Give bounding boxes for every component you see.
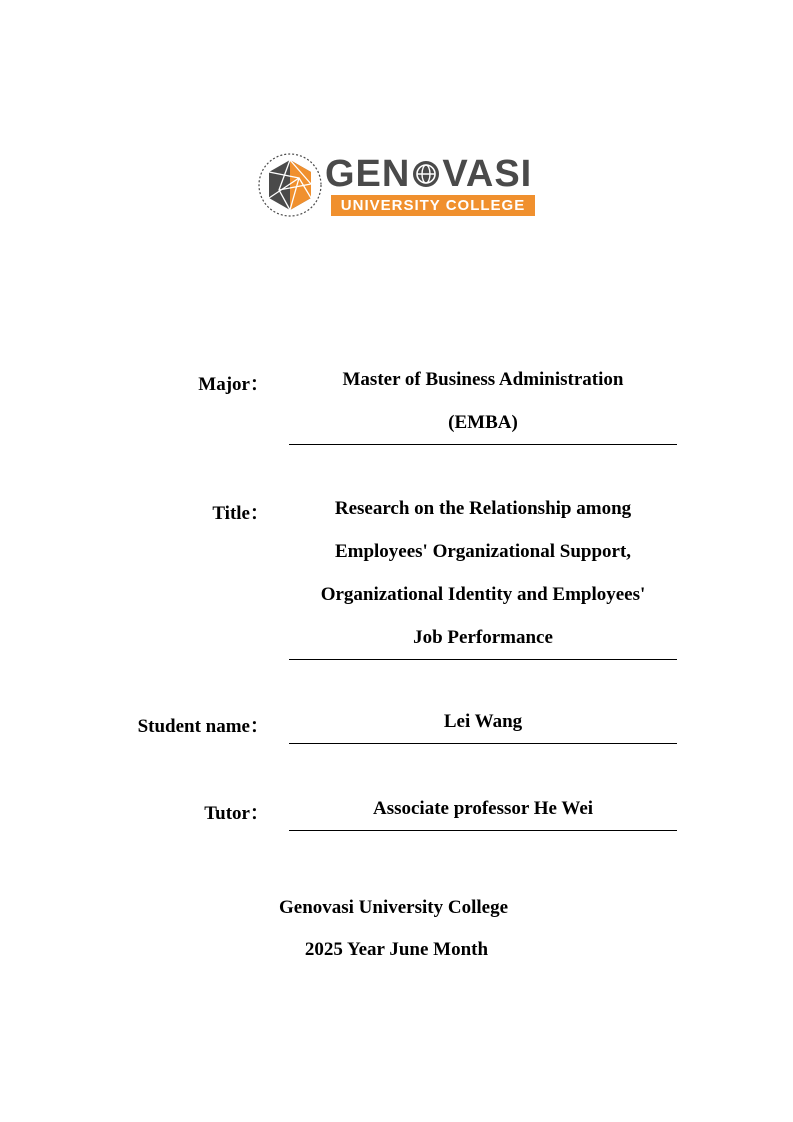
major-line: (EMBA) xyxy=(448,412,518,433)
student-name-label: Student name： xyxy=(137,716,269,737)
student-name-value xyxy=(289,700,677,744)
logo-subtitle: UNIVERSITY COLLEGE xyxy=(331,195,535,216)
tutor-text: Associate professor He Wei xyxy=(372,798,594,819)
university-logo xyxy=(255,150,540,230)
major-line: Master of Business Administration xyxy=(342,369,624,390)
title-line: Job Performance xyxy=(413,627,553,648)
major-label: Major： xyxy=(198,374,269,395)
student-name-text: Lei Wang xyxy=(443,711,523,732)
title-line: Organizational Identity and Employees' xyxy=(320,584,646,605)
submission-date: 2025 Year June Month xyxy=(304,939,489,960)
title-line: Research on the Relationship among xyxy=(334,498,632,519)
tutor-label: Tutor： xyxy=(204,803,269,824)
logo-wordmark: GEN VASI xyxy=(325,153,533,195)
major-value xyxy=(289,358,677,445)
tutor-value xyxy=(289,787,677,831)
title-line: Employees' Organizational Support, xyxy=(334,541,632,562)
institution-name: Genovasi University College xyxy=(278,897,509,918)
title-label: Title： xyxy=(212,503,269,524)
globe-icon xyxy=(411,159,441,189)
university-seal-icon xyxy=(255,150,325,220)
title-value xyxy=(289,487,677,660)
